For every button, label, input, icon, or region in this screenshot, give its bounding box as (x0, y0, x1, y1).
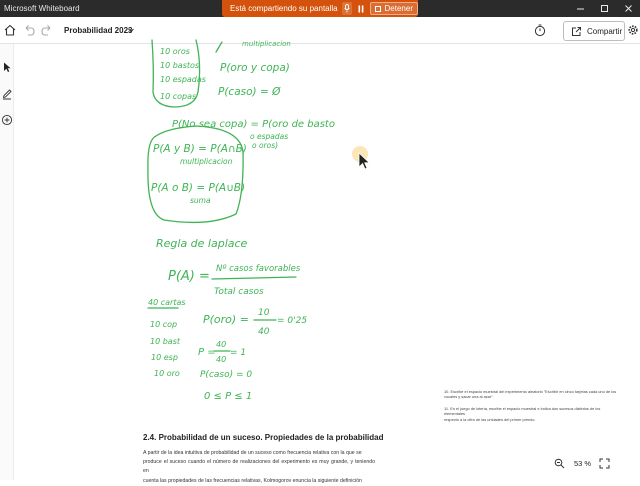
select-icon[interactable] (1, 61, 13, 73)
ink-suma: suma (190, 196, 211, 205)
ink-regla-laplace: Regla de laplace (156, 237, 248, 250)
screen-share-bar (222, 0, 418, 17)
ink-list-top-3: 10 copas (160, 92, 197, 101)
settings-icon[interactable] (627, 24, 639, 36)
ink-o-espadas: o espadas (250, 132, 289, 141)
share-button[interactable] (563, 21, 625, 41)
paragraph-line: produce el suceso cuando el número de realizaciones del experimento es muy grande, y teniendo en (143, 459, 375, 475)
timer-icon[interactable] (533, 23, 547, 37)
close-icon[interactable] (616, 0, 640, 17)
ink-frac-res: = 0'25 (277, 316, 308, 326)
ink-list-top-0: 10 oros (160, 47, 190, 56)
ink-frac2-den: 40 (216, 355, 227, 364)
zoom-level[interactable]: 53 % (574, 458, 592, 468)
ink-o-oros: o oros) (252, 141, 279, 150)
chevron-down-icon[interactable] (126, 25, 136, 35)
pen-icon[interactable] (1, 88, 13, 100)
maximize-icon[interactable] (592, 0, 616, 17)
ink-denominador: Total casos (214, 287, 264, 297)
add-icon[interactable] (1, 114, 13, 126)
fit-screen-icon[interactable] (597, 456, 611, 470)
exercise-line: 11. En el juego de lotería, escribe el espacio muestral e indica dos sucesos distintos de los elementales (444, 406, 601, 417)
window-controls (568, 0, 640, 17)
document-title[interactable]: Probabilidad 2023 (64, 26, 133, 35)
home-icon[interactable] (3, 23, 17, 37)
ink-frac2-num: 40 (216, 340, 227, 349)
exercise-10 (444, 389, 622, 400)
ink-formula-outline (148, 126, 246, 222)
ink-p-caso-cero: P(caso) = 0 (200, 370, 253, 380)
ink-list-bottom-2: 10 esp (151, 353, 178, 362)
share-status-text: Está compartiendo su pantalla (230, 4, 338, 13)
zoom-bar (552, 454, 640, 472)
exercise-line: 10. Escribe el espacio muestral del experimento aleatorio "Escribir en cinco tarjetas cada uno de los (444, 389, 617, 394)
undo-icon[interactable] (22, 23, 36, 37)
stop-label: Detener (384, 4, 413, 13)
exercise-11 (444, 406, 622, 422)
whiteboard-canvas[interactable] (14, 40, 640, 484)
share-label: Compartir (587, 26, 623, 36)
ink-frac-num: 10 (258, 308, 270, 318)
ink-p-oro: P(oro) = (203, 313, 249, 326)
stop-sharing-button[interactable] (370, 2, 418, 15)
ink-p-and: P(A y B) = P(A∩B) (153, 143, 247, 155)
ink-p-oro-copa: P(oro y copa) (220, 62, 290, 74)
ink-multiplicacion-top: multiplicacion (242, 40, 291, 48)
section-heading: 2.4. Probabilidad de un suceso. Propiedades de la probabilidad (143, 433, 384, 442)
ink-cartas: 40 cartas (148, 298, 186, 307)
ink-list-top-1: 10 bastos (160, 61, 200, 70)
app-title: Microsoft Whiteboard (4, 4, 80, 13)
ink-multiplicacion: multiplicacion (180, 157, 233, 166)
ink-fraction-line (212, 277, 296, 279)
ink-frac-den: 40 (258, 327, 270, 337)
zoom-out-icon[interactable] (552, 456, 566, 470)
ink-numerador: Nº casos favorables (216, 264, 301, 274)
stop-icon (375, 6, 381, 12)
ink-p-a: P(A) = (168, 269, 210, 284)
ink-p-caso: P(caso) = Ø (218, 86, 281, 98)
ink-list-top-2: 10 espadas (160, 75, 206, 84)
ink-range: 0 ≤ P ≤ 1 (204, 391, 253, 402)
redo-icon[interactable] (40, 23, 54, 37)
exercise-line: vocales y sacar una al azar". (444, 394, 494, 400)
ink-list-bottom-3: 10 oro (154, 369, 180, 378)
ink-list-bottom-0: 10 cop (150, 320, 178, 329)
body-paragraph (143, 449, 375, 486)
share-icon (571, 26, 582, 37)
mouse-cursor-icon (358, 152, 374, 174)
paragraph-line: cuenta las propiedades de las frecuencias relativas, Kolmogorov enuncia la siguiente definición (143, 477, 362, 484)
minimize-icon[interactable] (568, 0, 592, 17)
ink-frac2-res: = 1 (230, 348, 247, 358)
paragraph-line: A partir de la idea intuitiva de probabilidad de un suceso como frecuencia relativa con la que se (143, 450, 362, 456)
ink-p-or: P(A o B) = P(A∪B) (151, 182, 246, 194)
ink-list-bottom-1: 10 bast (150, 337, 181, 346)
top-toolbar (0, 17, 640, 44)
pause-icon[interactable] (356, 2, 366, 15)
exercise-line: respecto a la cifra de las unidades del primer premio. (444, 416, 536, 422)
mic-icon[interactable] (342, 2, 352, 15)
ink-p-no-sea-copa: P(No sea copa) = P(oro de basto (172, 119, 335, 130)
ink-stroke (216, 42, 222, 52)
ink-p-equals: P = (198, 347, 216, 358)
tool-rail (0, 44, 14, 480)
